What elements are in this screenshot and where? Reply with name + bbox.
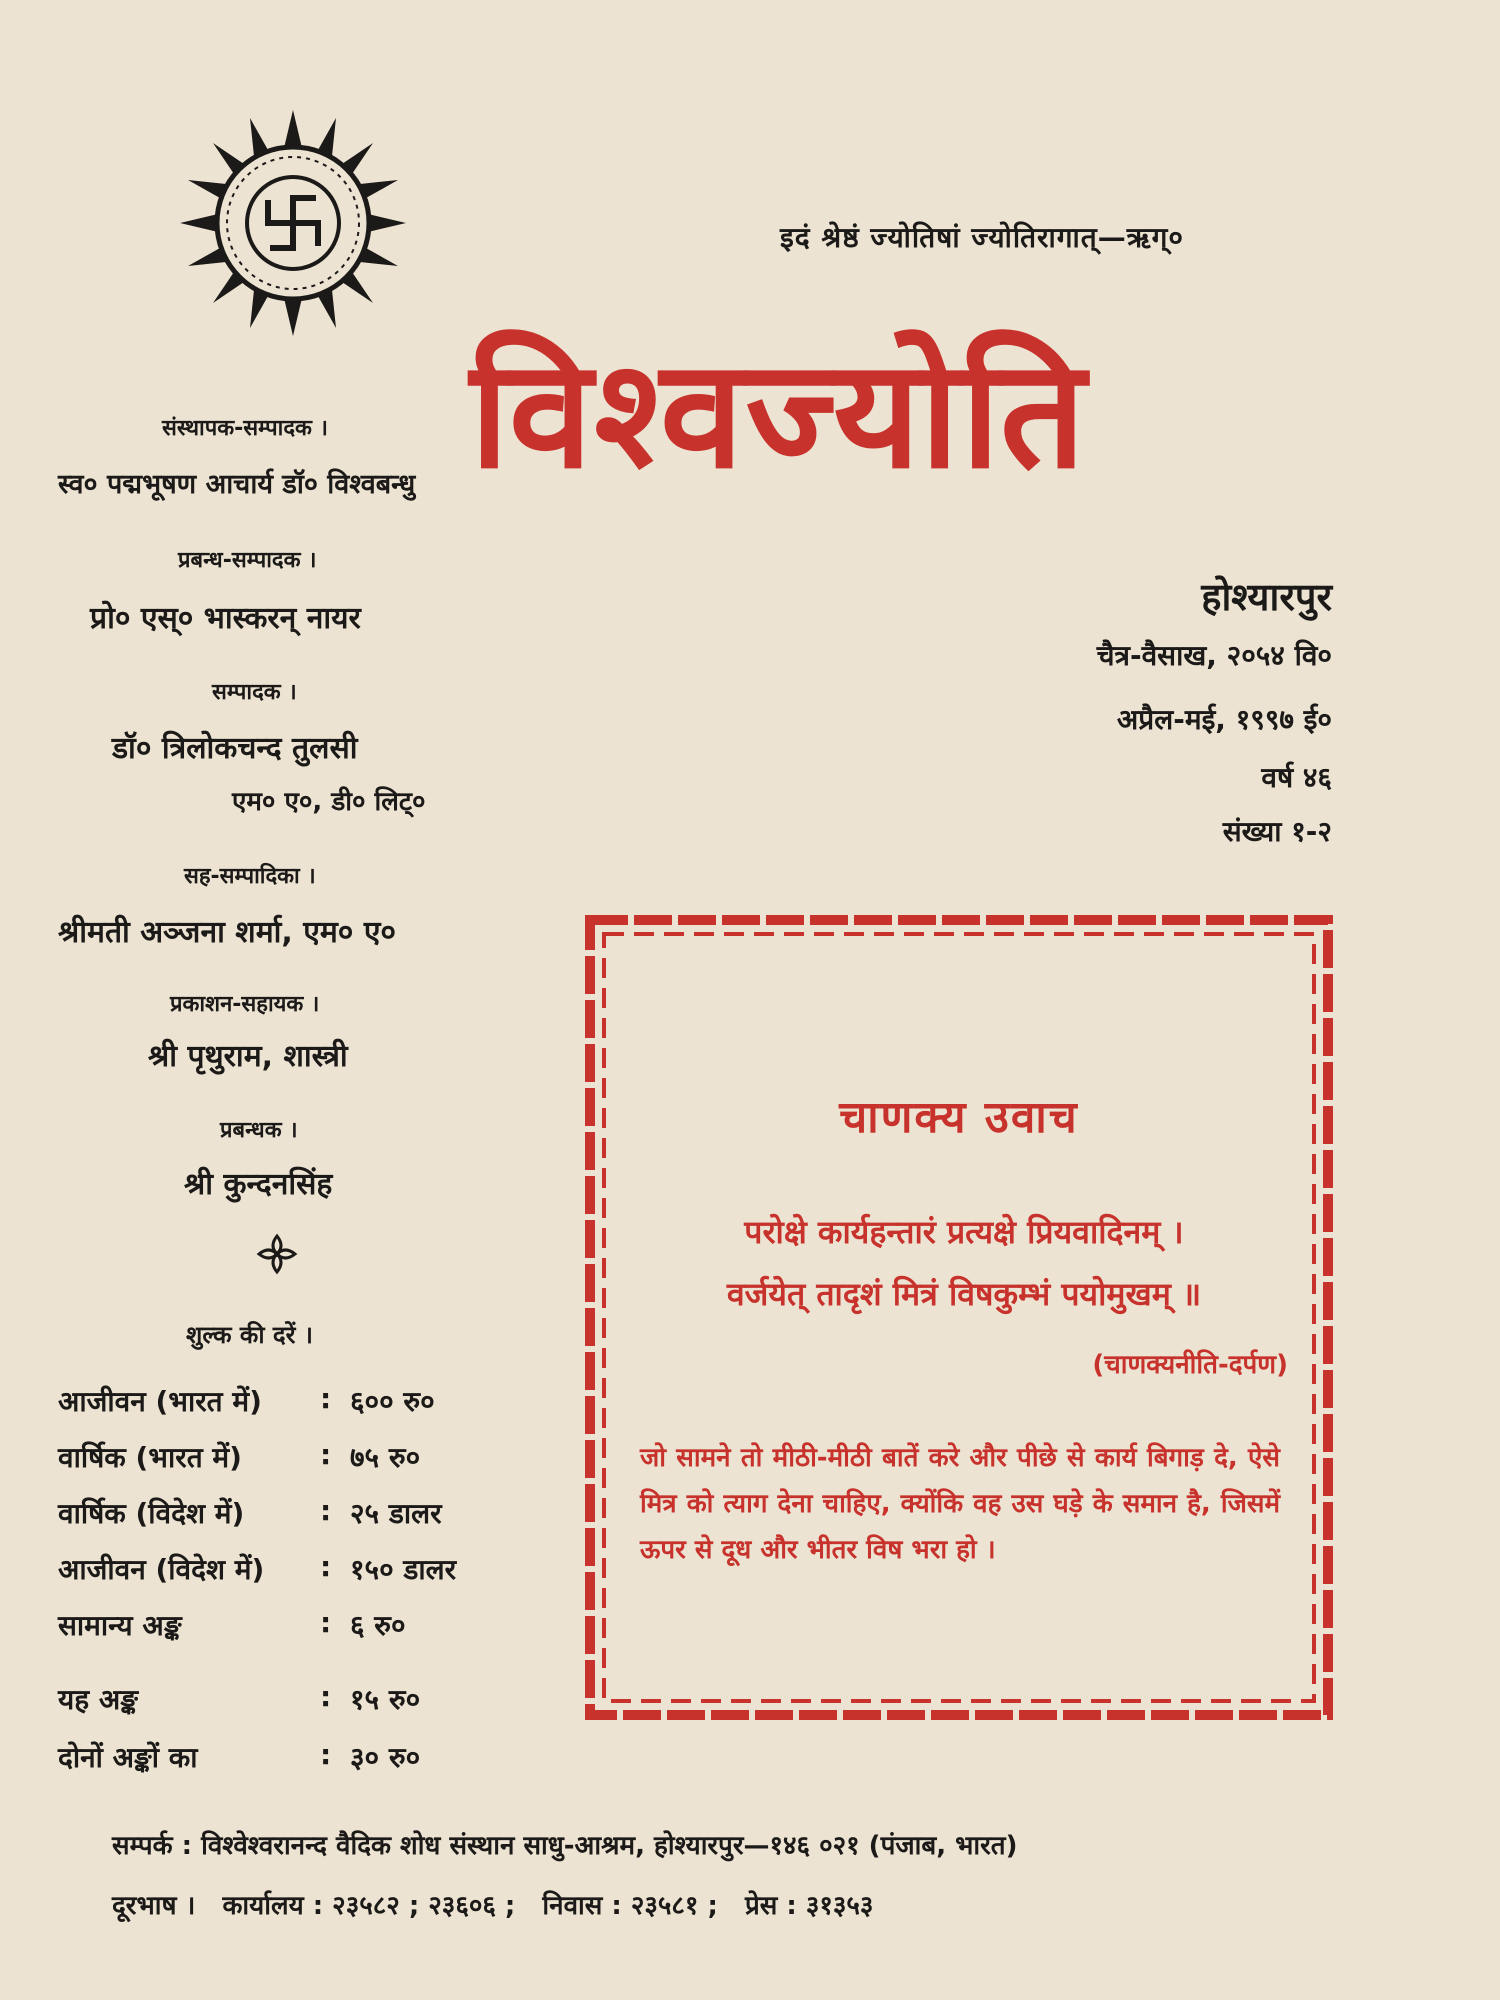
rate-colon: :: [320, 1680, 332, 1713]
staff-name-publication-assistant: श्री पृथुराम, शास्त्री: [148, 1039, 348, 1074]
issue-year: वर्ष ४६: [1261, 761, 1332, 794]
rate-colon: :: [320, 1438, 332, 1471]
rate-label: आजीवन (विदेश में): [58, 1553, 265, 1586]
contact-address: सम्पर्क : विश्वेश्वरानन्द वैदिक शोध संस्थान साधु-आश्रम, होश्यारपुर—१४६ ०२१ (पंजाब, भारत): [112, 1831, 1018, 1861]
staff-role-editor: सम्पादक ।: [212, 680, 297, 705]
rates-title: शुल्क की दरें ।: [186, 1321, 313, 1349]
staff-name-co-editor: श्रीमती अञ्जना शर्मा, एम० ए०: [58, 915, 397, 950]
rate-row: [58, 1606, 498, 1650]
rate-colon: :: [320, 1382, 332, 1415]
rate-label: यह अङ्क: [58, 1683, 138, 1716]
rate-row: [58, 1738, 498, 1782]
masthead-title: विश्वज्योति: [470, 328, 1088, 502]
staff-role-founder: संस्थापक-सम्पादक ।: [162, 416, 328, 441]
phone-press: प्रेस : ३१३५३: [744, 1891, 874, 1921]
staff-degree-editor: एम० ए०, डी० लिट्०: [232, 787, 426, 817]
staff-role-co-editor: सह-सम्पादिका ।: [184, 864, 316, 889]
rate-value: ७५ रु०: [350, 1441, 421, 1474]
rate-row: [58, 1680, 498, 1724]
quote-verse-line-2: वर्जयेत् तादृशं मित्रं विषकुम्भं पयोमुखम् ॥: [726, 1275, 1202, 1313]
rate-value: ६०० रु०: [350, 1385, 435, 1418]
rate-colon: :: [320, 1550, 332, 1583]
issue-vikram-date: चैत्र-वैसाख, २०५४ वि०: [1096, 639, 1332, 672]
staff-name-manager: श्री कुन्दनसिंह: [184, 1167, 333, 1202]
phone-numbers: [112, 1886, 891, 1922]
flower-ornament-icon: [255, 1232, 299, 1276]
issue-gregorian-date: अप्रैल-मई, १९९७ ई०: [1116, 703, 1332, 736]
phone-label: दूरभाष ।: [112, 1891, 196, 1921]
staff-name-managing-editor: प्रो० एस्० भास्करन् नायर: [90, 601, 361, 636]
rate-label: वार्षिक (विदेश में): [58, 1497, 245, 1530]
rate-row: [58, 1438, 498, 1482]
rate-value: १५ रु०: [350, 1683, 421, 1716]
staff-name-editor: डॉ० त्रिलोकचन्द तुलसी: [112, 731, 358, 766]
location: होश्यारपुर: [1201, 575, 1332, 619]
issue-number: संख्या १-२: [1222, 815, 1332, 848]
staff-role-managing-editor: प्रबन्ध-सम्पादक ।: [178, 548, 317, 573]
quote-verse-line-1: परोक्षे कार्यहन्तारं प्रत्यक्षे प्रियवादिनम् ।: [744, 1213, 1184, 1251]
phone-office: कार्यालय : २३५८२ ; २३६०६ ;: [222, 1891, 516, 1921]
rate-colon: :: [320, 1738, 332, 1771]
rate-colon: :: [320, 1494, 332, 1527]
quote-box: [580, 910, 1338, 1725]
rate-colon: :: [320, 1606, 332, 1639]
rate-value: १५० डालर: [350, 1553, 457, 1586]
staff-role-manager: प्रबन्धक ।: [220, 1118, 298, 1143]
quote-box-border: [580, 910, 1338, 1725]
rate-row: [58, 1494, 498, 1538]
staff-role-publication-assistant: प्रकाशन-सहायक ।: [170, 992, 320, 1017]
sun-swastika-seal-icon: [178, 108, 408, 338]
phone-residence: निवास : २३५८१ ;: [542, 1891, 718, 1921]
rate-row: [58, 1382, 498, 1426]
quote-meaning: जो सामने तो मीठी-मीठी बातें करे और पीछे से कार्य बिगाड़ दे, ऐसे मित्र को त्याग देना चाहिए, क्योंकि वह उस घड़े के समान है, जिसमें ऊपर से दूध और भीतर विष भरा हो ।: [640, 1443, 1280, 1565]
rate-value: २५ डालर: [350, 1497, 442, 1530]
rate-value: ३० रु०: [350, 1741, 421, 1774]
rate-label: सामान्य अङ्क: [58, 1609, 182, 1642]
rate-label: दोनों अङ्कों का: [58, 1741, 198, 1774]
rate-value: ६ रु०: [350, 1609, 406, 1642]
staff-name-founder: स्व० पद्मभूषण आचार्य डॉ० विश्वबन्धु: [58, 469, 416, 500]
rate-label: आजीवन (भारत में): [58, 1385, 262, 1418]
motto: इदं श्रेष्ठं ज्योतिषां ज्योतिरागात्—ऋग्०: [780, 221, 1184, 254]
rate-row: [58, 1550, 498, 1594]
quote-source: (चाणक्यनीति-दर्पण): [1092, 1350, 1288, 1380]
rate-label: वार्षिक (भारत में): [58, 1441, 242, 1474]
quote-title: चाणक्य उवाच: [839, 1092, 1079, 1143]
